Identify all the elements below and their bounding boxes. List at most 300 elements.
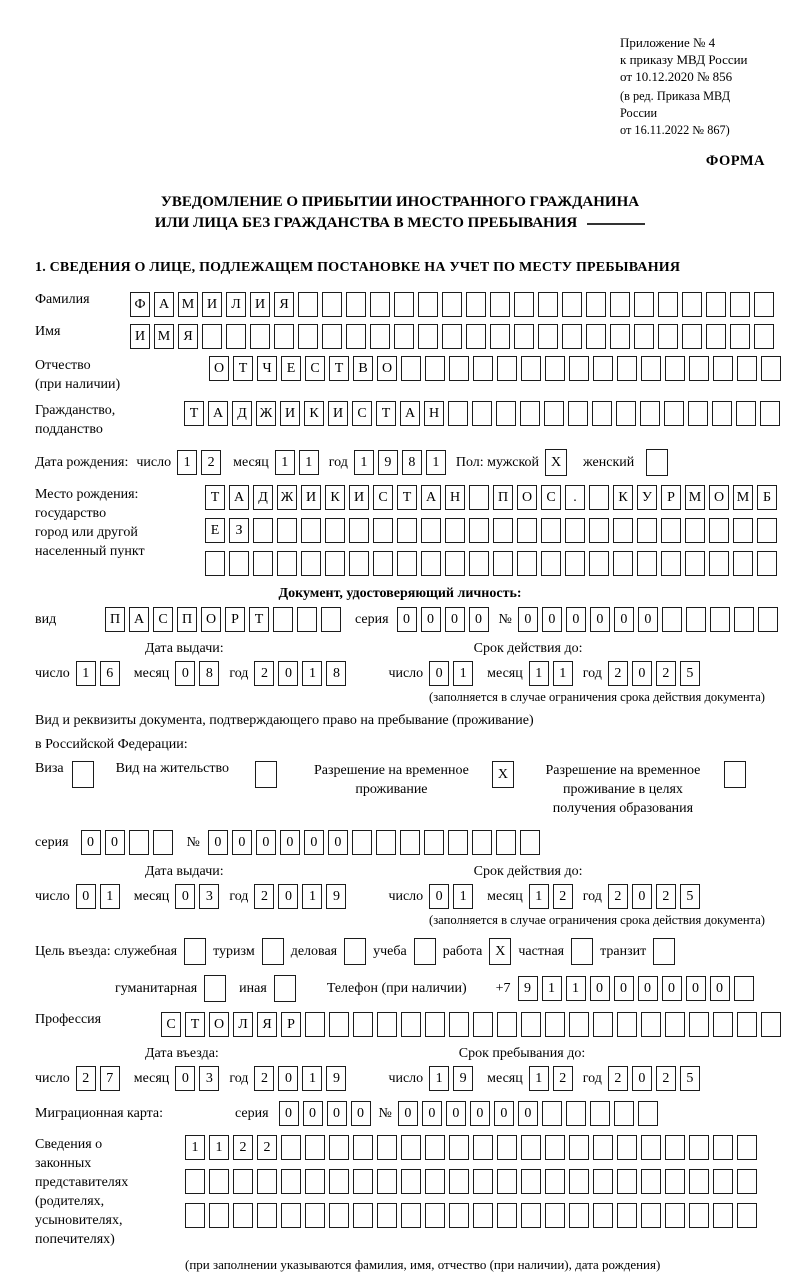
char-cell[interactable]: 6 (100, 661, 120, 686)
official-checkbox[interactable] (184, 938, 206, 965)
char-cell[interactable] (325, 551, 345, 576)
char-cell[interactable]: 1 (542, 976, 562, 1001)
char-cell[interactable] (305, 1012, 325, 1037)
char-cell[interactable] (569, 356, 589, 381)
char-cell[interactable]: 0 (686, 976, 706, 1001)
char-cell[interactable] (250, 324, 270, 349)
char-cell[interactable]: 0 (81, 830, 101, 855)
char-cell[interactable]: 0 (518, 607, 538, 632)
char-cell[interactable]: И (328, 401, 348, 426)
char-cell[interactable]: 1 (429, 1066, 449, 1091)
entry-year-input[interactable] (254, 1066, 346, 1091)
char-cell[interactable]: 9 (326, 1066, 346, 1091)
char-cell[interactable] (565, 551, 585, 576)
char-cell[interactable] (401, 1203, 421, 1228)
char-cell[interactable]: И (202, 292, 222, 317)
char-cell[interactable]: 0 (397, 607, 417, 632)
private-checkbox[interactable] (571, 938, 593, 965)
char-cell[interactable] (589, 551, 609, 576)
char-cell[interactable]: О (377, 356, 397, 381)
char-cell[interactable] (473, 1012, 493, 1037)
char-cell[interactable]: 0 (566, 607, 586, 632)
char-cell[interactable] (424, 830, 444, 855)
char-cell[interactable]: 9 (518, 976, 538, 1001)
char-cell[interactable] (322, 292, 342, 317)
char-cell[interactable] (712, 401, 732, 426)
surname-input[interactable] (130, 292, 774, 317)
char-cell[interactable]: Я (178, 324, 198, 349)
char-cell[interactable] (658, 292, 678, 317)
char-cell[interactable]: 1 (529, 1066, 549, 1091)
patronymic-input[interactable] (209, 356, 781, 381)
char-cell[interactable]: Ж (256, 401, 276, 426)
char-cell[interactable]: X (492, 761, 514, 788)
char-cell[interactable] (184, 938, 206, 965)
char-cell[interactable] (449, 1135, 469, 1160)
char-cell[interactable]: 5 (680, 884, 700, 909)
char-cell[interactable] (616, 401, 636, 426)
char-cell[interactable] (568, 401, 588, 426)
char-cell[interactable]: 2 (201, 450, 221, 475)
id-valid-year-input[interactable] (608, 661, 700, 686)
char-cell[interactable]: 1 (566, 976, 586, 1001)
char-cell[interactable]: М (733, 485, 753, 510)
char-cell[interactable] (514, 324, 534, 349)
char-cell[interactable]: 1 (275, 450, 295, 475)
char-cell[interactable] (685, 551, 705, 576)
char-cell[interactable] (541, 518, 561, 543)
char-cell[interactable] (466, 324, 486, 349)
char-cell[interactable] (394, 292, 414, 317)
char-cell[interactable] (376, 830, 396, 855)
char-cell[interactable] (226, 324, 246, 349)
res-issue-month-input[interactable] (175, 884, 219, 909)
char-cell[interactable] (353, 1135, 373, 1160)
char-cell[interactable] (586, 324, 606, 349)
char-cell[interactable] (490, 292, 510, 317)
char-cell[interactable] (346, 324, 366, 349)
char-cell[interactable]: Т (233, 356, 253, 381)
res-number-input[interactable] (208, 830, 540, 855)
id-issue-month-input[interactable] (175, 661, 219, 686)
char-cell[interactable]: 0 (638, 607, 658, 632)
char-cell[interactable] (521, 1203, 541, 1228)
char-cell[interactable] (397, 518, 417, 543)
char-cell[interactable] (545, 1203, 565, 1228)
char-cell[interactable] (425, 1203, 445, 1228)
char-cell[interactable]: 0 (256, 830, 276, 855)
char-cell[interactable] (709, 518, 729, 543)
char-cell[interactable] (469, 485, 489, 510)
char-cell[interactable]: 3 (199, 884, 219, 909)
char-cell[interactable] (541, 551, 561, 576)
char-cell[interactable] (713, 1012, 733, 1037)
char-cell[interactable] (473, 356, 493, 381)
char-cell[interactable]: 0 (304, 830, 324, 855)
char-cell[interactable] (706, 324, 726, 349)
char-cell[interactable] (617, 1203, 637, 1228)
char-cell[interactable]: 0 (279, 1101, 299, 1126)
char-cell[interactable] (737, 1203, 757, 1228)
char-cell[interactable]: С (161, 1012, 181, 1037)
char-cell[interactable] (401, 1012, 421, 1037)
char-cell[interactable] (710, 607, 730, 632)
char-cell[interactable] (352, 830, 372, 855)
mig-number-input[interactable] (398, 1101, 658, 1126)
char-cell[interactable] (325, 518, 345, 543)
char-cell[interactable] (590, 1101, 610, 1126)
char-cell[interactable]: М (178, 292, 198, 317)
residence-permit-checkbox[interactable] (255, 761, 277, 788)
char-cell[interactable]: 2 (233, 1135, 253, 1160)
char-cell[interactable]: 2 (608, 1066, 628, 1091)
char-cell[interactable] (661, 518, 681, 543)
char-cell[interactable] (373, 518, 393, 543)
char-cell[interactable]: У (637, 485, 657, 510)
char-cell[interactable] (305, 1135, 325, 1160)
char-cell[interactable] (545, 356, 565, 381)
char-cell[interactable] (521, 356, 541, 381)
char-cell[interactable]: 0 (590, 607, 610, 632)
char-cell[interactable]: Ф (130, 292, 150, 317)
char-cell[interactable]: 1 (302, 1066, 322, 1091)
char-cell[interactable] (637, 518, 657, 543)
study-checkbox[interactable] (414, 938, 436, 965)
stay-year-input[interactable] (608, 1066, 700, 1091)
char-cell[interactable] (493, 551, 513, 576)
char-cell[interactable] (205, 551, 225, 576)
char-cell[interactable] (469, 551, 489, 576)
char-cell[interactable]: 1 (177, 450, 197, 475)
char-cell[interactable]: X (489, 938, 511, 965)
char-cell[interactable] (689, 1203, 709, 1228)
char-cell[interactable] (233, 1169, 253, 1194)
char-cell[interactable] (72, 761, 94, 788)
char-cell[interactable] (617, 1012, 637, 1037)
char-cell[interactable]: 0 (518, 1101, 538, 1126)
char-cell[interactable]: 1 (299, 450, 319, 475)
char-cell[interactable]: 1 (453, 661, 473, 686)
char-cell[interactable]: И (250, 292, 270, 317)
char-cell[interactable] (273, 607, 293, 632)
char-cell[interactable] (713, 356, 733, 381)
char-cell[interactable] (521, 1135, 541, 1160)
char-cell[interactable]: 0 (614, 976, 634, 1001)
char-cell[interactable] (569, 1203, 589, 1228)
char-cell[interactable] (421, 551, 441, 576)
char-cell[interactable]: 3 (199, 1066, 219, 1091)
char-cell[interactable]: 8 (199, 661, 219, 686)
char-cell[interactable] (425, 1135, 445, 1160)
char-cell[interactable]: 2 (656, 1066, 676, 1091)
char-cell[interactable] (761, 356, 781, 381)
char-cell[interactable] (253, 551, 273, 576)
char-cell[interactable] (370, 324, 390, 349)
char-cell[interactable]: Н (445, 485, 465, 510)
char-cell[interactable]: 1 (354, 450, 374, 475)
char-cell[interactable]: Д (232, 401, 252, 426)
char-cell[interactable] (445, 551, 465, 576)
char-cell[interactable] (421, 518, 441, 543)
char-cell[interactable] (448, 830, 468, 855)
char-cell[interactable]: 0 (632, 1066, 652, 1091)
char-cell[interactable] (538, 292, 558, 317)
char-cell[interactable] (640, 401, 660, 426)
char-cell[interactable]: 2 (608, 661, 628, 686)
given-name-input[interactable] (130, 324, 774, 349)
char-cell[interactable]: А (208, 401, 228, 426)
char-cell[interactable]: 0 (638, 976, 658, 1001)
char-cell[interactable] (736, 401, 756, 426)
char-cell[interactable]: П (493, 485, 513, 510)
char-cell[interactable]: Т (185, 1012, 205, 1037)
char-cell[interactable]: 0 (614, 607, 634, 632)
char-cell[interactable]: Т (205, 485, 225, 510)
char-cell[interactable] (592, 401, 612, 426)
char-cell[interactable] (538, 324, 558, 349)
char-cell[interactable]: 0 (446, 1101, 466, 1126)
stay-day-input[interactable] (429, 1066, 473, 1091)
char-cell[interactable]: И (301, 485, 321, 510)
char-cell[interactable] (545, 1012, 565, 1037)
char-cell[interactable] (497, 1012, 517, 1037)
birth-place-row1-input[interactable] (205, 485, 777, 510)
char-cell[interactable] (610, 292, 630, 317)
birth-year-input[interactable] (354, 450, 446, 475)
char-cell[interactable] (565, 518, 585, 543)
char-cell[interactable] (569, 1169, 589, 1194)
char-cell[interactable] (737, 356, 757, 381)
char-cell[interactable] (496, 401, 516, 426)
char-cell[interactable] (737, 1012, 757, 1037)
char-cell[interactable] (614, 1101, 634, 1126)
char-cell[interactable] (566, 1101, 586, 1126)
char-cell[interactable] (733, 551, 753, 576)
temp-residence-checkbox[interactable] (492, 761, 514, 788)
char-cell[interactable]: . (565, 485, 585, 510)
char-cell[interactable] (641, 1203, 661, 1228)
char-cell[interactable] (562, 292, 582, 317)
char-cell[interactable] (617, 356, 637, 381)
char-cell[interactable]: П (105, 607, 125, 632)
business-checkbox[interactable] (344, 938, 366, 965)
char-cell[interactable] (685, 518, 705, 543)
char-cell[interactable]: И (349, 485, 369, 510)
char-cell[interactable] (686, 607, 706, 632)
char-cell[interactable] (281, 1169, 301, 1194)
char-cell[interactable] (709, 551, 729, 576)
char-cell[interactable]: 0 (494, 1101, 514, 1126)
char-cell[interactable] (472, 401, 492, 426)
char-cell[interactable]: А (229, 485, 249, 510)
char-cell[interactable]: 1 (529, 884, 549, 909)
char-cell[interactable] (661, 551, 681, 576)
char-cell[interactable]: О (209, 1012, 229, 1037)
char-cell[interactable] (469, 518, 489, 543)
char-cell[interactable] (689, 1169, 709, 1194)
char-cell[interactable] (544, 401, 564, 426)
char-cell[interactable]: 2 (656, 661, 676, 686)
char-cell[interactable] (281, 1203, 301, 1228)
char-cell[interactable]: 0 (429, 661, 449, 686)
entry-day-input[interactable] (76, 1066, 120, 1091)
char-cell[interactable] (448, 401, 468, 426)
char-cell[interactable] (497, 1203, 517, 1228)
char-cell[interactable]: 1 (209, 1135, 229, 1160)
char-cell[interactable] (414, 938, 436, 965)
char-cell[interactable]: Н (424, 401, 444, 426)
char-cell[interactable] (520, 401, 540, 426)
char-cell[interactable]: К (304, 401, 324, 426)
char-cell[interactable]: 1 (76, 661, 96, 686)
char-cell[interactable] (760, 401, 780, 426)
birth-place-row3-input[interactable] (205, 551, 777, 576)
char-cell[interactable] (593, 1135, 613, 1160)
char-cell[interactable] (493, 518, 513, 543)
res-valid-year-input[interactable] (608, 884, 700, 909)
char-cell[interactable] (185, 1203, 205, 1228)
char-cell[interactable]: 0 (280, 830, 300, 855)
char-cell[interactable] (653, 938, 675, 965)
char-cell[interactable]: 0 (469, 607, 489, 632)
char-cell[interactable] (662, 607, 682, 632)
char-cell[interactable]: 0 (327, 1101, 347, 1126)
char-cell[interactable]: И (130, 324, 150, 349)
char-cell[interactable]: 1 (553, 661, 573, 686)
char-cell[interactable]: В (353, 356, 373, 381)
char-cell[interactable]: И (280, 401, 300, 426)
char-cell[interactable] (497, 356, 517, 381)
char-cell[interactable]: 2 (608, 884, 628, 909)
char-cell[interactable]: 0 (445, 607, 465, 632)
res-issue-year-input[interactable] (254, 884, 346, 909)
char-cell[interactable] (473, 1135, 493, 1160)
sex-female-checkbox[interactable] (646, 449, 668, 476)
char-cell[interactable] (737, 1135, 757, 1160)
char-cell[interactable]: 1 (185, 1135, 205, 1160)
char-cell[interactable] (301, 518, 321, 543)
char-cell[interactable] (637, 551, 657, 576)
char-cell[interactable] (377, 1135, 397, 1160)
char-cell[interactable]: 2 (254, 661, 274, 686)
char-cell[interactable] (520, 830, 540, 855)
char-cell[interactable] (305, 1203, 325, 1228)
char-cell[interactable] (209, 1169, 229, 1194)
char-cell[interactable]: З (229, 518, 249, 543)
char-cell[interactable] (353, 1012, 373, 1037)
char-cell[interactable]: 0 (662, 976, 682, 1001)
char-cell[interactable]: X (545, 449, 567, 476)
char-cell[interactable]: О (517, 485, 537, 510)
char-cell[interactable]: С (153, 607, 173, 632)
char-cell[interactable] (329, 1169, 349, 1194)
char-cell[interactable]: Д (253, 485, 273, 510)
char-cell[interactable] (641, 1012, 661, 1037)
char-cell[interactable] (301, 551, 321, 576)
char-cell[interactable] (281, 1135, 301, 1160)
char-cell[interactable] (545, 1169, 565, 1194)
char-cell[interactable]: М (685, 485, 705, 510)
char-cell[interactable]: 2 (254, 884, 274, 909)
char-cell[interactable] (593, 1169, 613, 1194)
temp-residence-edu-checkbox[interactable] (724, 761, 746, 788)
char-cell[interactable] (521, 1169, 541, 1194)
char-cell[interactable] (497, 1169, 517, 1194)
char-cell[interactable] (638, 1101, 658, 1126)
char-cell[interactable] (517, 551, 537, 576)
char-cell[interactable] (425, 1012, 445, 1037)
char-cell[interactable] (754, 292, 774, 317)
char-cell[interactable] (377, 1169, 397, 1194)
char-cell[interactable] (665, 1135, 685, 1160)
char-cell[interactable]: О (709, 485, 729, 510)
char-cell[interactable]: Л (226, 292, 246, 317)
char-cell[interactable] (724, 761, 746, 788)
char-cell[interactable]: С (305, 356, 325, 381)
char-cell[interactable]: 0 (470, 1101, 490, 1126)
char-cell[interactable]: Р (281, 1012, 301, 1037)
char-cell[interactable] (466, 292, 486, 317)
char-cell[interactable] (257, 1169, 277, 1194)
char-cell[interactable] (401, 356, 421, 381)
char-cell[interactable]: О (201, 607, 221, 632)
char-cell[interactable]: 5 (680, 1066, 700, 1091)
char-cell[interactable]: 0 (398, 1101, 418, 1126)
char-cell[interactable] (449, 1169, 469, 1194)
char-cell[interactable] (613, 551, 633, 576)
char-cell[interactable] (202, 324, 222, 349)
sex-male-checkbox[interactable] (545, 449, 567, 476)
transit-checkbox[interactable] (653, 938, 675, 965)
profession-input[interactable] (161, 1012, 781, 1037)
char-cell[interactable] (204, 975, 226, 1002)
char-cell[interactable] (542, 1101, 562, 1126)
char-cell[interactable]: 8 (326, 661, 346, 686)
other-checkbox[interactable] (274, 975, 296, 1002)
char-cell[interactable] (733, 518, 753, 543)
char-cell[interactable] (297, 607, 317, 632)
char-cell[interactable] (517, 518, 537, 543)
char-cell[interactable] (353, 1203, 373, 1228)
char-cell[interactable] (734, 607, 754, 632)
birth-place-row2-input[interactable] (205, 518, 777, 543)
char-cell[interactable]: Ж (277, 485, 297, 510)
char-cell[interactable] (569, 1135, 589, 1160)
char-cell[interactable] (344, 938, 366, 965)
id-issue-day-input[interactable] (76, 661, 120, 686)
res-series-input[interactable] (81, 830, 173, 855)
char-cell[interactable] (757, 551, 777, 576)
birth-day-input[interactable] (177, 450, 221, 475)
tourism-checkbox[interactable] (262, 938, 284, 965)
id-valid-day-input[interactable] (429, 661, 473, 686)
char-cell[interactable] (449, 1012, 469, 1037)
char-cell[interactable] (617, 1135, 637, 1160)
representatives-row2-input[interactable] (185, 1169, 757, 1194)
doc-series-input[interactable] (397, 607, 489, 632)
char-cell[interactable] (153, 830, 173, 855)
char-cell[interactable]: 0 (328, 830, 348, 855)
char-cell[interactable]: 0 (590, 976, 610, 1001)
char-cell[interactable] (321, 607, 341, 632)
char-cell[interactable]: Я (274, 292, 294, 317)
char-cell[interactable] (664, 401, 684, 426)
char-cell[interactable] (329, 1135, 349, 1160)
work-checkbox[interactable] (489, 938, 511, 965)
char-cell[interactable]: 0 (105, 830, 125, 855)
char-cell[interactable]: Р (225, 607, 245, 632)
char-cell[interactable] (353, 1169, 373, 1194)
